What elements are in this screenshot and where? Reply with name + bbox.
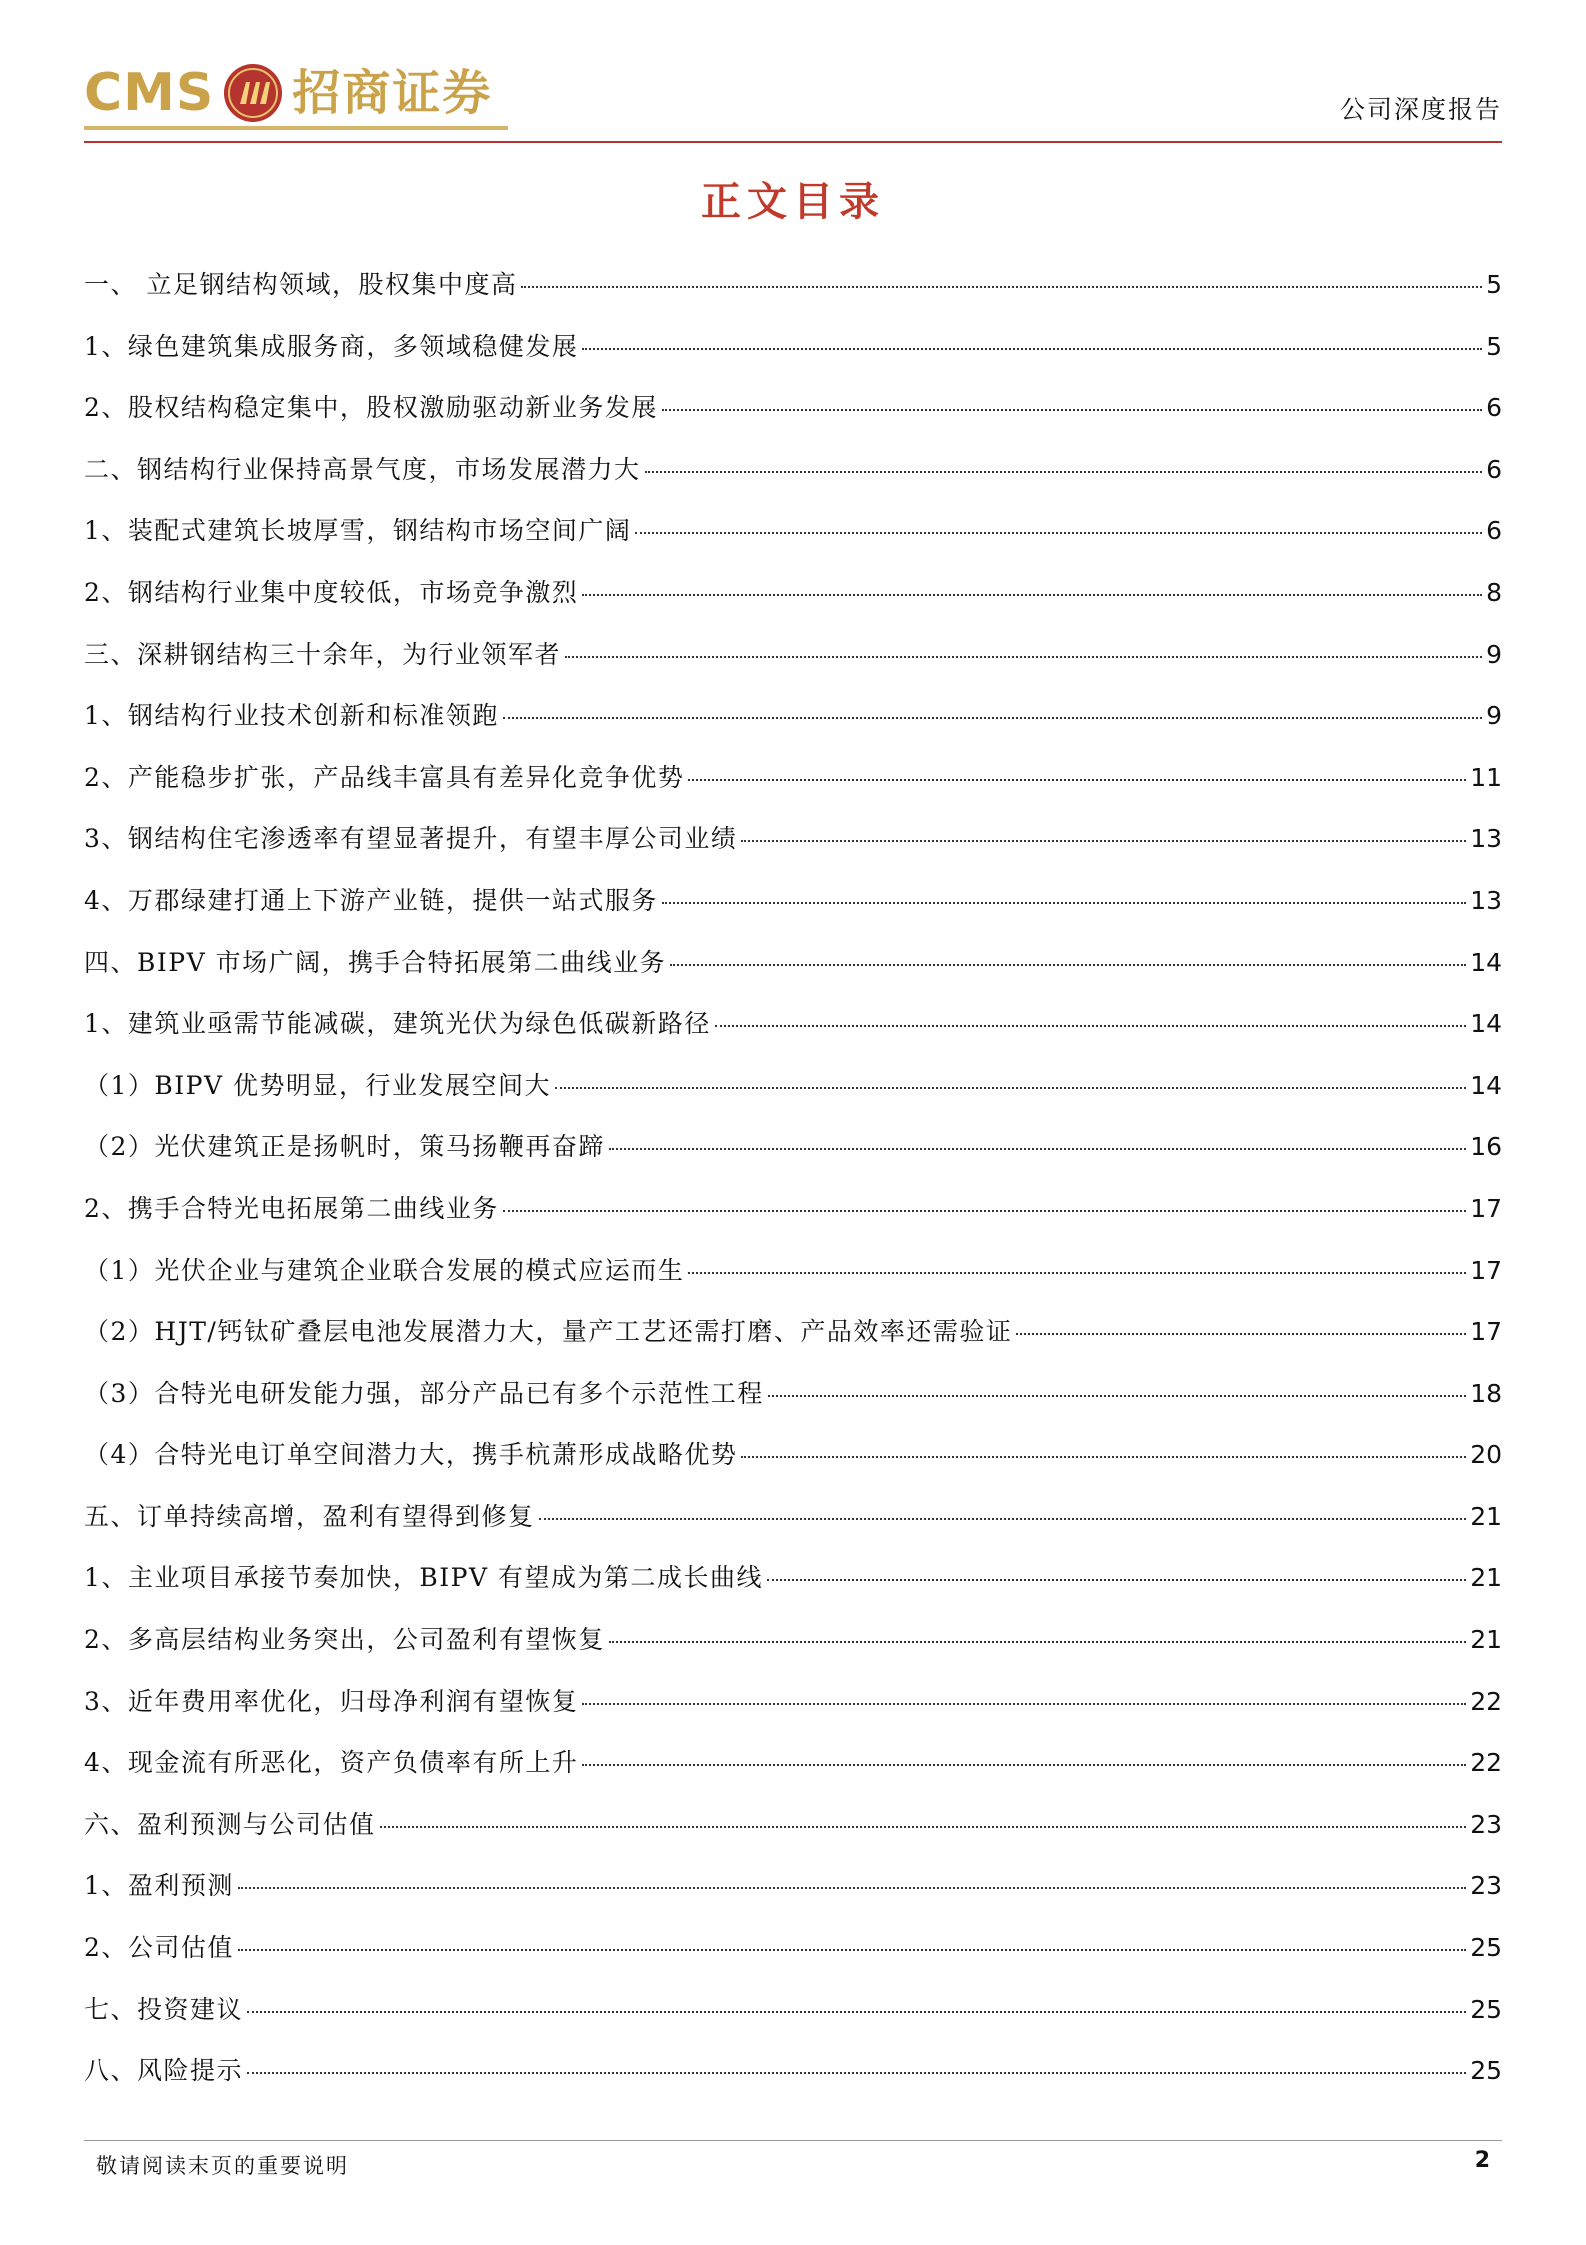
page-header bbox=[84, 52, 1502, 144]
toc-dot-leader bbox=[582, 348, 1482, 350]
toc-entry-label: 2、产能稳步扩张，产品线丰富具有差异化竞争优势 bbox=[84, 762, 685, 792]
toc-entry-page: 21 bbox=[1470, 1625, 1502, 1655]
toc-entry-page: 25 bbox=[1470, 1994, 1502, 2024]
toc-dot-leader bbox=[521, 286, 1482, 288]
toc-dot-leader bbox=[503, 1210, 1466, 1212]
page-number: 2 bbox=[1474, 2148, 1490, 2173]
toc-entry-label: 五、订单持续高增，盈利有望得到修复 bbox=[84, 1501, 535, 1531]
toc-entry-page: 13 bbox=[1470, 885, 1502, 915]
toc-entry-page: 5 bbox=[1486, 331, 1502, 361]
toc-dot-leader bbox=[565, 656, 1482, 658]
toc-dot-leader bbox=[238, 1887, 1466, 1889]
logo-underline bbox=[84, 126, 508, 130]
report-type: 公司深度报告 bbox=[1339, 95, 1502, 124]
toc-entry-page: 6 bbox=[1486, 516, 1502, 546]
toc-entry[interactable] bbox=[84, 1743, 1502, 1805]
toc-entry[interactable] bbox=[84, 1312, 1502, 1374]
toc-entry-page: 23 bbox=[1470, 1809, 1502, 1839]
toc-entry-page: 17 bbox=[1470, 1193, 1502, 1223]
toc-entry-page: 9 bbox=[1486, 701, 1502, 731]
table-of-contents bbox=[84, 265, 1502, 2113]
toc-entry[interactable] bbox=[84, 1682, 1502, 1744]
toc-entry[interactable] bbox=[84, 1558, 1502, 1620]
toc-dot-leader bbox=[503, 717, 1482, 719]
toc-dot-leader bbox=[688, 1272, 1466, 1274]
toc-entry-label: （1）光伏企业与建筑企业联合发展的模式应运而生 bbox=[84, 1255, 685, 1285]
toc-dot-leader bbox=[741, 840, 1466, 842]
toc-entry-page: 14 bbox=[1470, 1009, 1502, 1039]
toc-entry-label: 四、BIPV 市场广阔，携手合特拓展第二曲线业务 bbox=[84, 947, 667, 977]
toc-dot-leader bbox=[609, 1641, 1466, 1643]
toc-entry[interactable] bbox=[84, 943, 1502, 1005]
toc-dot-leader bbox=[247, 2072, 1466, 2074]
toc-entry-page: 18 bbox=[1470, 1378, 1502, 1408]
toc-entry-page: 25 bbox=[1470, 1933, 1502, 1963]
toc-entry-label: 4、现金流有所恶化，资产负债率有所上升 bbox=[84, 1748, 579, 1778]
toc-entry-label: 1、盈利预测 bbox=[84, 1871, 234, 1901]
toc-entry-page: 13 bbox=[1470, 824, 1502, 854]
toc-entry[interactable] bbox=[84, 1866, 1502, 1928]
toc-entry-label: 1、建筑业亟需节能减碳，建筑光伏为绿色低碳新路径 bbox=[84, 1009, 711, 1039]
toc-dot-leader bbox=[688, 779, 1466, 781]
toc-entry[interactable] bbox=[84, 696, 1502, 758]
toc-entry[interactable] bbox=[84, 1805, 1502, 1867]
toc-entry-page: 8 bbox=[1486, 577, 1502, 607]
toc-dot-leader bbox=[1016, 1333, 1466, 1335]
cms-emblem-icon bbox=[222, 62, 284, 124]
toc-entry-label: 2、钢结构行业集中度较低，市场竞争激烈 bbox=[84, 577, 579, 607]
toc-entry-label: 八、风险提示 bbox=[84, 2056, 244, 2086]
toc-entry-label: （3）合特光电研发能力强，部分产品已有多个示范性工程 bbox=[84, 1378, 764, 1408]
toc-entry-page: 17 bbox=[1470, 1317, 1502, 1347]
toc-entry[interactable] bbox=[84, 1251, 1502, 1313]
toc-dot-leader bbox=[582, 594, 1482, 596]
toc-entry-label: 4、万郡绿建打通上下游产业链，提供一站式服务 bbox=[84, 885, 658, 915]
toc-entry[interactable] bbox=[84, 1374, 1502, 1436]
toc-entry-page: 21 bbox=[1470, 1563, 1502, 1593]
toc-entry-label: 一、 立足钢结构领域，股权集中度高 bbox=[84, 270, 518, 299]
toc-entry[interactable] bbox=[84, 2051, 1502, 2113]
toc-entry-label: 二、钢结构行业保持高景气度，市场发展潜力大 bbox=[84, 454, 641, 484]
toc-entry-page: 23 bbox=[1470, 1871, 1502, 1901]
toc-entry-page: 17 bbox=[1470, 1255, 1502, 1285]
toc-title: 正文目录 bbox=[701, 178, 885, 225]
toc-entry-label: （1）BIPV 优势明显，行业发展空间大 bbox=[84, 1070, 551, 1100]
toc-dot-leader bbox=[645, 471, 1483, 473]
toc-entry-label: 三、深耕钢结构三十余年，为行业领军者 bbox=[84, 639, 562, 669]
toc-entry[interactable] bbox=[84, 511, 1502, 573]
toc-entry[interactable] bbox=[84, 1435, 1502, 1497]
toc-entry-page: 21 bbox=[1470, 1501, 1502, 1531]
toc-entry-label: 1、装配式建筑长坡厚雪，钢结构市场空间广阔 bbox=[84, 516, 632, 546]
toc-entry[interactable] bbox=[84, 758, 1502, 820]
toc-entry[interactable] bbox=[84, 1066, 1502, 1128]
toc-dot-leader bbox=[238, 1949, 1466, 1951]
footer-divider bbox=[84, 2140, 1502, 2141]
toc-entry-label: （2）光伏建筑正是扬帆时，策马扬鞭再奋蹄 bbox=[84, 1132, 605, 1162]
toc-entry-page: 16 bbox=[1470, 1132, 1502, 1162]
toc-entry[interactable] bbox=[84, 573, 1502, 635]
toc-entry-page: 9 bbox=[1486, 639, 1502, 669]
toc-dot-leader bbox=[768, 1395, 1466, 1397]
toc-entry-label: （2）HJT/钙钛矿叠层电池发展潜力大，量产工艺还需打磨、产品效率还需验证 bbox=[84, 1317, 1013, 1347]
toc-entry-label: 1、钢结构行业技术创新和标准领跑 bbox=[84, 701, 499, 731]
toc-entry-page: 22 bbox=[1470, 1748, 1502, 1778]
cms-logo bbox=[84, 58, 492, 128]
toc-entry-label: 3、近年费用率优化，归母净利润有望恢复 bbox=[84, 1686, 579, 1716]
toc-entry[interactable] bbox=[84, 881, 1502, 943]
toc-entry-label: 七、投资建议 bbox=[84, 1994, 244, 2024]
toc-entry[interactable] bbox=[84, 819, 1502, 881]
toc-entry-page: 20 bbox=[1470, 1440, 1502, 1470]
toc-entry-label: 1、绿色建筑集成服务商，多领域稳健发展 bbox=[84, 331, 579, 361]
toc-entry-page: 5 bbox=[1486, 270, 1502, 299]
toc-entry-label: 1、主业项目承接节奏加快，BIPV 有望成为第二成长曲线 bbox=[84, 1563, 763, 1593]
toc-entry-page: 22 bbox=[1470, 1686, 1502, 1716]
footer-note: 敬请阅读末页的重要说明 bbox=[96, 2154, 349, 2178]
toc-dot-leader bbox=[582, 1703, 1466, 1705]
toc-entry-page: 6 bbox=[1486, 454, 1502, 484]
logo-cn-text: 招商证券 bbox=[292, 65, 493, 121]
toc-entry-page: 25 bbox=[1470, 2056, 1502, 2086]
toc-entry[interactable] bbox=[84, 1189, 1502, 1251]
toc-dot-leader bbox=[539, 1518, 1467, 1520]
toc-entry-page: 6 bbox=[1486, 393, 1502, 423]
toc-entry[interactable] bbox=[84, 265, 1502, 327]
logo-text: CMS bbox=[84, 63, 215, 123]
toc-dot-leader bbox=[662, 902, 1466, 904]
toc-dot-leader bbox=[555, 1087, 1466, 1089]
toc-entry[interactable] bbox=[84, 1990, 1502, 2052]
toc-dot-leader bbox=[767, 1579, 1466, 1581]
toc-dot-leader bbox=[582, 1764, 1466, 1766]
toc-entry[interactable] bbox=[84, 450, 1502, 512]
toc-entry-label: 2、携手合特光电拓展第二曲线业务 bbox=[84, 1193, 499, 1223]
toc-dot-leader bbox=[609, 1148, 1466, 1150]
toc-entry[interactable] bbox=[84, 1928, 1502, 1990]
toc-entry[interactable] bbox=[84, 1127, 1502, 1189]
toc-entry-label: 2、多高层结构业务突出，公司盈利有望恢复 bbox=[84, 1625, 605, 1655]
toc-entry[interactable] bbox=[84, 327, 1502, 389]
toc-entry[interactable] bbox=[84, 635, 1502, 697]
toc-dot-leader bbox=[741, 1456, 1466, 1458]
toc-dot-leader bbox=[380, 1826, 1467, 1828]
toc-dot-leader bbox=[715, 1025, 1466, 1027]
toc-entry-label: （4）合特光电订单空间潜力大，携手杭萧形成战略优势 bbox=[84, 1440, 738, 1470]
toc-dot-leader bbox=[662, 409, 1482, 411]
header-divider bbox=[84, 141, 1502, 143]
toc-entry[interactable] bbox=[84, 388, 1502, 450]
toc-entry[interactable] bbox=[84, 1497, 1502, 1559]
toc-entry-page: 14 bbox=[1470, 947, 1502, 977]
toc-dot-leader bbox=[635, 532, 1482, 534]
toc-entry[interactable] bbox=[84, 1004, 1502, 1066]
toc-entry-page: 11 bbox=[1470, 762, 1502, 792]
toc-entry-page: 14 bbox=[1470, 1070, 1502, 1100]
toc-dot-leader bbox=[670, 964, 1466, 966]
toc-entry-label: 2、股权结构稳定集中，股权激励驱动新业务发展 bbox=[84, 393, 658, 423]
toc-entry[interactable] bbox=[84, 1620, 1502, 1682]
toc-entry-label: 3、钢结构住宅渗透率有望显著提升，有望丰厚公司业绩 bbox=[84, 824, 738, 854]
toc-entry-label: 2、公司估值 bbox=[84, 1933, 234, 1963]
toc-entry-label: 六、盈利预测与公司估值 bbox=[84, 1809, 376, 1839]
toc-dot-leader bbox=[247, 2011, 1466, 2013]
